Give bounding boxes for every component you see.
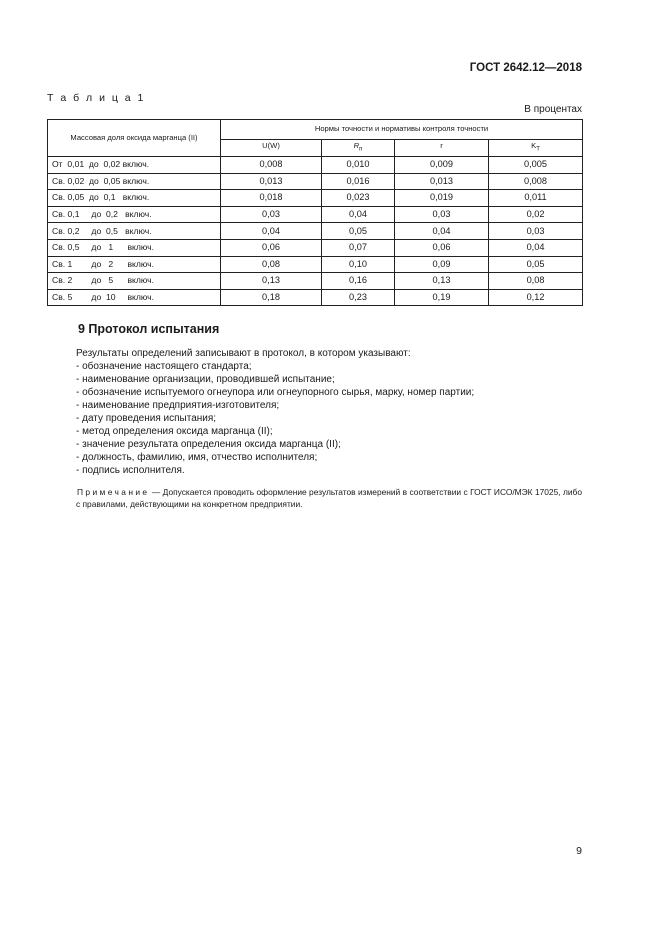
row-value: 0,19 — [395, 289, 489, 306]
row-value: 0,07 — [322, 239, 395, 256]
row-range-label: Св. 0,05 до 0,1 включ. — [48, 190, 221, 207]
list-item: - значение результата определения оксида марганца (II); — [76, 439, 341, 450]
row-value: 0,06 — [395, 239, 489, 256]
table-row — [48, 190, 583, 207]
row-value: 0,13 — [221, 273, 322, 290]
row-value: 0,04 — [395, 223, 489, 240]
row-value: 0,023 — [322, 190, 395, 207]
row-value: 0,18 — [221, 289, 322, 306]
row-value: 0,010 — [322, 157, 395, 174]
column-header — [489, 139, 583, 156]
table-row — [48, 289, 583, 306]
row-range-label: Св. 0,02 до 0,05 включ. — [48, 173, 221, 190]
section-title: 9 Протокол испытания — [78, 322, 220, 336]
row-value: 0,005 — [489, 157, 583, 174]
row-value: 0,16 — [322, 273, 395, 290]
column-symbol: R — [353, 141, 360, 150]
table-unit: В процентах — [524, 104, 582, 115]
row-range-label: Св. 1 до 2 включ. — [48, 256, 221, 273]
list-item: - наименование предприятия-изготовителя; — [76, 400, 280, 411]
row-value: 0,12 — [489, 289, 583, 306]
row-value: 0,05 — [322, 223, 395, 240]
header-mass-fraction: Массовая доля оксида марганца (II) — [48, 120, 221, 157]
row-value: 0,04 — [489, 239, 583, 256]
row-range-label: Св. 0,2 до 0,5 включ. — [48, 223, 221, 240]
column-header — [221, 139, 322, 156]
row-value: 0,09 — [395, 256, 489, 273]
page-number: 9 — [576, 845, 582, 857]
row-range-label: Св. 0,1 до 0,2 включ. — [48, 206, 221, 223]
list-item: - должность, фамилию, имя, отчество исполнителя; — [76, 452, 318, 463]
row-range-label: Св. 5 до 10 включ. — [48, 289, 221, 306]
row-value: 0,04 — [322, 206, 395, 223]
row-value: 0,013 — [395, 173, 489, 190]
list-item: - подпись исполнителя. — [76, 465, 185, 476]
row-value: 0,06 — [221, 239, 322, 256]
row-value: 0,016 — [322, 173, 395, 190]
note-prefix: Примечание — [77, 487, 150, 497]
list-item: - дату проведения испытания; — [76, 413, 217, 424]
section-body — [76, 347, 586, 477]
row-value: 0,08 — [221, 256, 322, 273]
row-value: 0,03 — [489, 223, 583, 240]
row-value: 0,03 — [221, 206, 322, 223]
note-text: — Допускается проводить оформление результатов измерений в соответствии с ГОСТ ИСО/МЭК 17025, либо с правилами, действующими на конкретном предприятии. — [76, 487, 582, 509]
row-value: 0,23 — [322, 289, 395, 306]
row-value: 0,02 — [489, 206, 583, 223]
row-range-label: От 0,01 до 0,02 включ. — [48, 157, 221, 174]
row-value: 0,008 — [489, 173, 583, 190]
row-value: 0,019 — [395, 190, 489, 207]
table-row — [48, 239, 583, 256]
column-header — [395, 139, 489, 156]
row-value: 0,04 — [221, 223, 322, 240]
table-title: Т а б л и ц а 1 — [47, 92, 146, 104]
standard-designation: ГОСТ 2642.12—2018 — [469, 62, 582, 74]
table-row — [48, 223, 583, 240]
column-subscript: п — [359, 146, 363, 153]
table-row — [48, 273, 583, 290]
header-accuracy-norms: Нормы точности и нормативы контроля точности — [221, 120, 583, 140]
row-value: 0,10 — [322, 256, 395, 273]
row-range-label: Св. 2 до 5 включ. — [48, 273, 221, 290]
column-symbol: r — [440, 141, 443, 150]
row-value: 0,13 — [395, 273, 489, 290]
list-item: - обозначение испытуемого огнеупора или огнеупорного сырья, марку, номер партии; — [76, 387, 475, 398]
row-value: 0,05 — [489, 256, 583, 273]
list-item: - метод определения оксида марганца (II); — [76, 426, 273, 437]
row-value: 0,018 — [221, 190, 322, 207]
list-item: - наименование организации, проводившей испытание; — [76, 374, 335, 385]
table-row — [48, 173, 583, 190]
table-row — [48, 157, 583, 174]
column-symbol: K — [531, 141, 537, 150]
row-value: 0,009 — [395, 157, 489, 174]
row-value: 0,013 — [221, 173, 322, 190]
column-header — [322, 139, 395, 156]
row-value: 0,008 — [221, 157, 322, 174]
column-symbol: U(W) — [262, 141, 280, 150]
table-row — [48, 206, 583, 223]
note — [76, 486, 582, 510]
accuracy-table — [47, 119, 583, 306]
column-subscript: Т — [536, 146, 540, 153]
list-item: - обозначение настоящего стандарта; — [76, 361, 252, 372]
row-range-label: Св. 0,5 до 1 включ. — [48, 239, 221, 256]
section-intro: Результаты определений записывают в протокол, в котором указывают: — [76, 348, 411, 359]
table-row — [48, 256, 583, 273]
row-value: 0,011 — [489, 190, 583, 207]
row-value: 0,08 — [489, 273, 583, 290]
row-value: 0,03 — [395, 206, 489, 223]
